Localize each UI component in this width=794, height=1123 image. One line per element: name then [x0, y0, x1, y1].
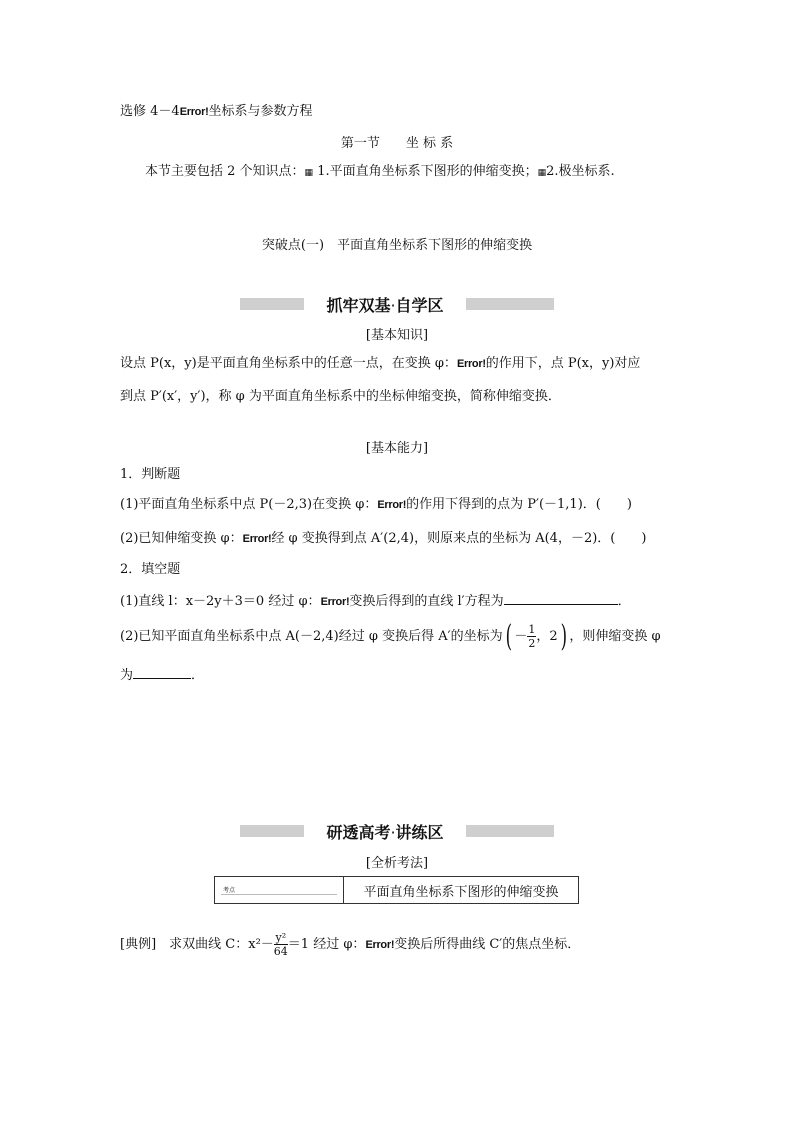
q1-title: 1．判断题 [120, 467, 181, 482]
topic-table-right: 平面直角坐标系下图形的伸缩变换 [344, 877, 579, 904]
error-token: Error! [242, 533, 272, 545]
section-title: 第一节 坐 标 系 [340, 136, 454, 151]
topic-table-left [215, 877, 344, 904]
q2-item-2-cont: 为 ． [120, 664, 204, 683]
topic-label: 考点 [223, 887, 236, 894]
error-token: Error! [365, 939, 395, 951]
q2-item-1: (1)直线 l：x－2y＋3＝0 经过 φ：Error!变换后得到的直线 l′方程为 ． [120, 590, 631, 609]
banner-practice [240, 821, 554, 842]
q1-item-2: (2)已知伸缩变换 φ：Error!经 φ 变换得到点 A′(2,4)，则原来点的坐标为 A(4，－2)．( ) [120, 531, 647, 546]
banner-bar-left [240, 298, 304, 310]
banner-bar-right [466, 825, 554, 837]
knowledge-line-1: 设点 P(x，y)是平面直角坐标系中的任意一点，在变换 φ：Error!的作用下，点 P(x，y)对应 [120, 356, 641, 371]
basic-knowledge-heading: [基本知识] [365, 328, 429, 343]
q2-item-2: (2)已知平面直角坐标系中点 A(－2,4)经过 φ 变换后得 A′的坐标为( － $\frac{1}{2}$ ，2) ，则伸缩变换 φ [120, 618, 661, 654]
banner-bar-left [240, 825, 304, 837]
course-suffix: 坐标系与参数方程 [208, 104, 313, 119]
intro-line [145, 160, 615, 179]
course-header [120, 100, 312, 119]
q2-title: 2．填空题 [120, 562, 181, 577]
topic-table [214, 876, 579, 904]
intro-point1: 1.平面直角坐标系下图形的伸缩变换； [317, 164, 538, 179]
example-line: [典例] 求双曲线 C：x²－ $\frac{\text{y²}}{64}$ ＝1 经过 φ：Error!变换后所得曲线 C′的焦点坐标． [120, 931, 581, 958]
fraction: $\frac{1}{2}$ [528, 623, 536, 650]
error-token: Error! [320, 596, 350, 608]
intro-point2: 2.极坐标系. [546, 164, 615, 179]
error-token: Error! [179, 106, 209, 118]
paren-left: ( [505, 618, 512, 654]
answer-blank[interactable] [504, 591, 618, 605]
point-marker-icon: ▦ [304, 168, 314, 178]
intro-prefix: 本节主要包括 2 个知识点： [145, 164, 305, 179]
banner-text: 研透高考·讲练区 [326, 823, 444, 842]
point-marker-icon: ▦ [537, 168, 547, 178]
fraction: $\frac{\text{y²}}{64}$ [273, 931, 288, 958]
banner-self-study [240, 294, 554, 315]
banner-bar-right [466, 298, 554, 310]
analysis-heading: [全析考法] [365, 856, 429, 871]
error-token: Error! [456, 358, 486, 370]
q1-item-1: (1)平面直角坐标系中点 P(－2,3)在变换 φ：Error!的作用下得到的点为 P′(－1,1)．( ) [120, 497, 632, 512]
breakthrough-title: 突破点(一) 平面直角坐标系下图形的伸缩变换 [261, 238, 533, 253]
error-token: Error! [377, 499, 407, 511]
basic-ability-heading: [基本能力] [365, 441, 429, 456]
banner-text: 抓牢双基·自学区 [326, 296, 444, 315]
example-label: [典例] [120, 937, 157, 952]
knowledge-line-2: 到点 P′(x′，y′)，称 φ 为平面直角坐标系中的坐标伸缩变换，简称伸缩变换． [120, 389, 561, 404]
paren-right: ) [560, 618, 567, 654]
answer-blank[interactable] [133, 665, 191, 679]
course-prefix: 选修 4－4 [120, 104, 180, 119]
